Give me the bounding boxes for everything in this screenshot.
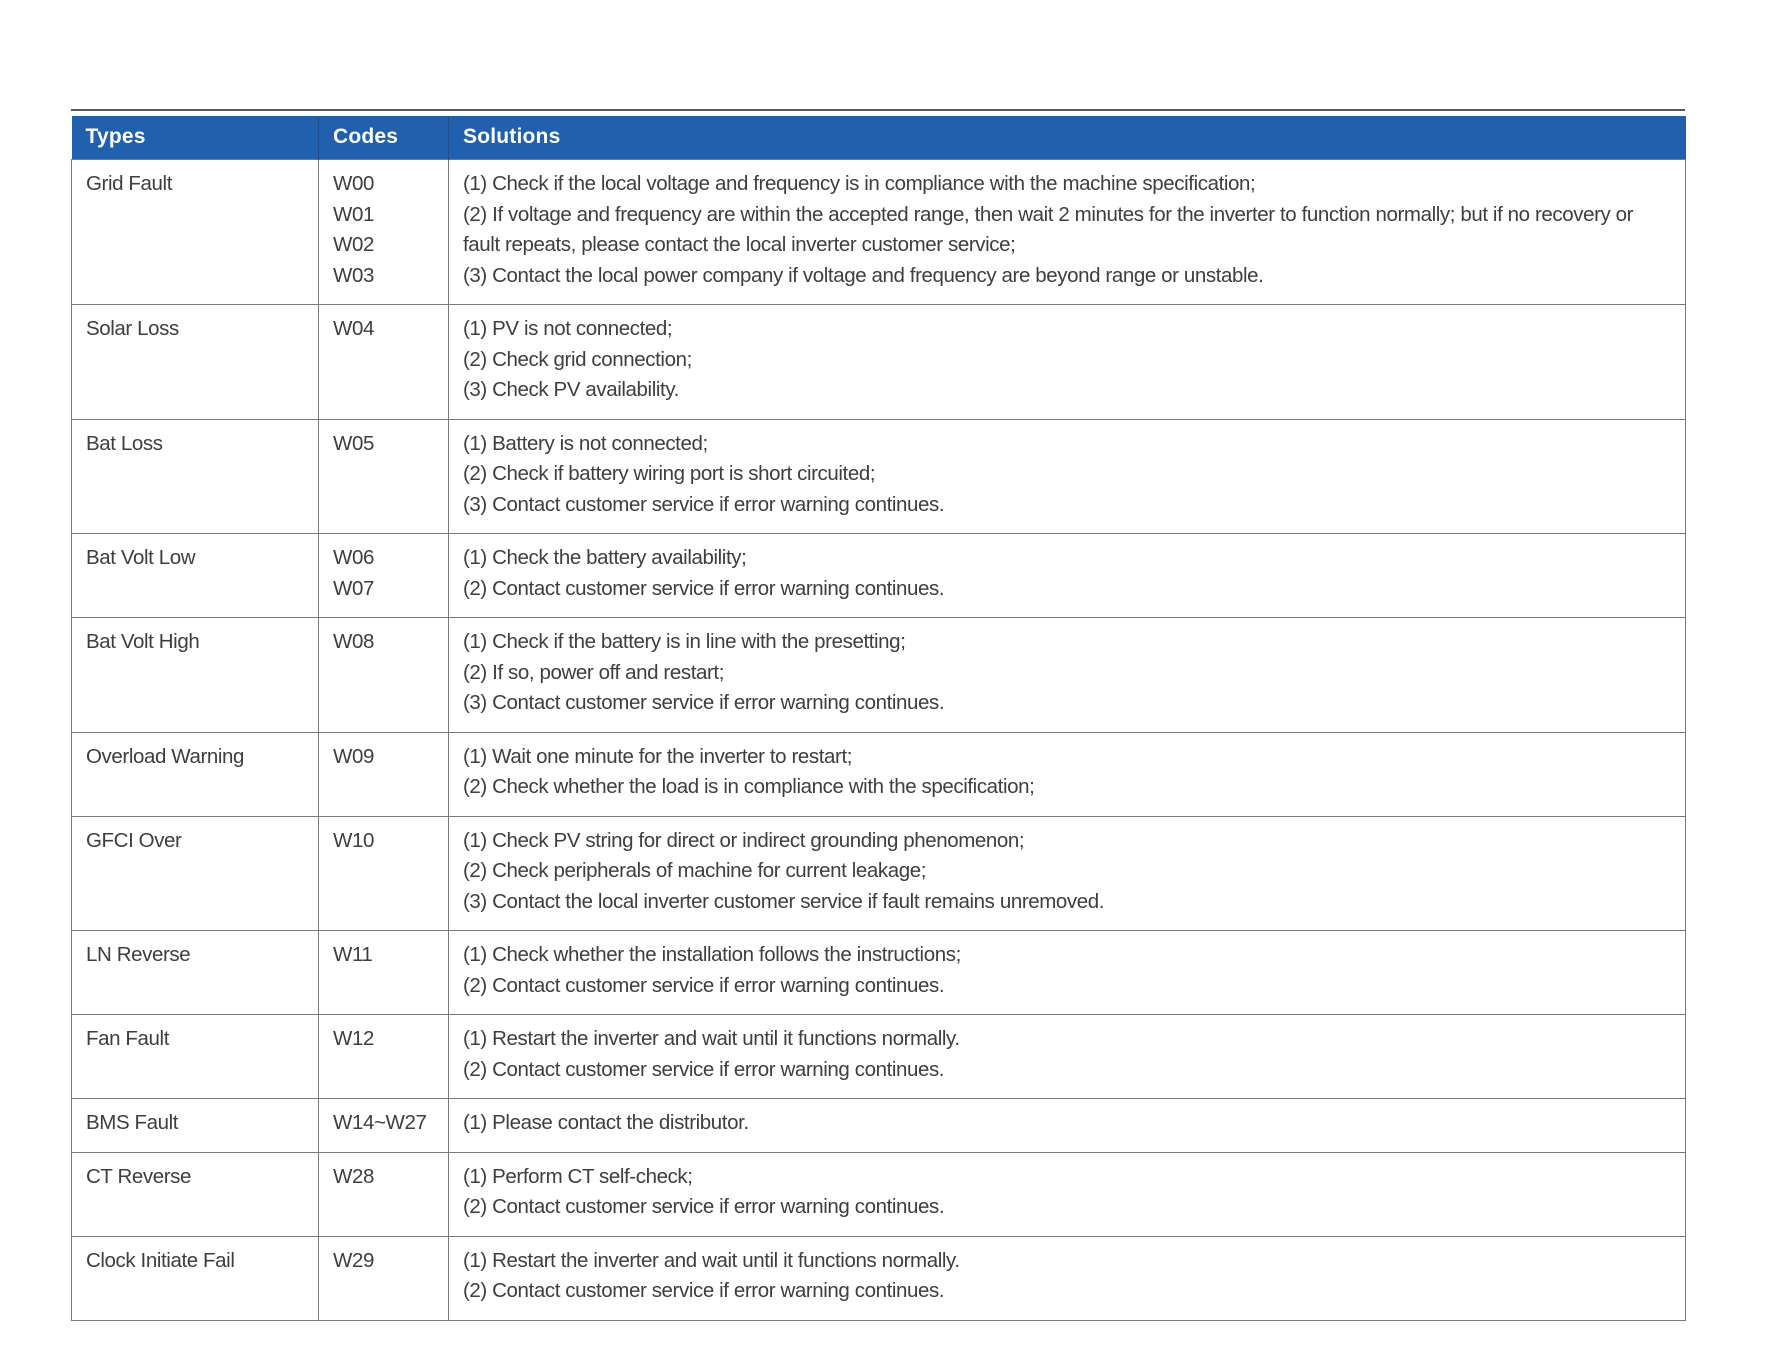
solution-line: (2) Contact customer service if error warning continues. xyxy=(463,576,945,600)
code-line: W09 xyxy=(333,744,374,768)
solution-line: (1) PV is not connected; xyxy=(463,317,673,340)
solution-line: (1) Check PV string for direct or indirect grounding phenomenon; xyxy=(463,828,1025,852)
code-line: W00 xyxy=(333,172,374,195)
solution-line: (3) Contact customer service if error warning continues. xyxy=(463,691,945,714)
solution-line: (2) If voltage and frequency are within the accepted range, then wait 2 minutes for the inverter to function normally; but if no recovery or fault repeats, please contact the local inverter customer service; xyxy=(463,202,1634,256)
code-line: W07 xyxy=(333,576,374,600)
fault-solutions-cell xyxy=(449,1236,1686,1320)
solution-line: (2) Contact customer service if error warning continues. xyxy=(463,1195,945,1218)
fault-code-table-section xyxy=(71,109,1685,1321)
fault-solutions-cell xyxy=(449,305,1686,420)
solution-line: (1) Restart the inverter and wait until it functions normally. xyxy=(463,1027,960,1050)
solution-line: (1) Check the battery availability; xyxy=(463,546,747,569)
fault-type-cell: Bat Volt Low xyxy=(72,534,319,618)
fault-codes-cell xyxy=(319,1152,449,1236)
fault-type-cell: Bat Loss xyxy=(72,419,319,534)
fault-type-cell: LN Reverse xyxy=(72,931,319,1015)
code-line: W10 xyxy=(333,828,374,852)
solution-line: (2) Check whether the load is in compliance with the specification; xyxy=(463,775,1035,798)
solution-line: (2) Contact customer service if error warning continues. xyxy=(463,973,945,997)
fault-type-cell: Overload Warning xyxy=(72,732,319,816)
solution-line: (2) Check peripherals of machine for current leakage; xyxy=(463,859,927,882)
table-row xyxy=(72,419,1686,534)
column-header-solutions: Solutions xyxy=(449,116,1686,160)
table-row xyxy=(72,160,1686,305)
solution-line: (1) Check if the battery is in line with the presetting; xyxy=(463,630,906,653)
fault-codes-cell xyxy=(319,419,449,534)
fault-type-cell: Clock Initiate Fail xyxy=(72,1236,319,1320)
solution-line: (2) Contact customer service if error warning continues. xyxy=(463,1279,945,1302)
fault-codes-cell xyxy=(319,1099,449,1153)
table-header-row xyxy=(72,116,1686,160)
solution-line: (3) Check PV availability. xyxy=(463,378,679,401)
code-line: W05 xyxy=(333,431,374,455)
code-line: W04 xyxy=(333,317,374,340)
code-line: W06 xyxy=(333,546,374,569)
solution-line: (1) Please contact the distributor. xyxy=(463,1111,749,1134)
solution-line: (3) Contact customer service if error warning continues. xyxy=(463,492,945,516)
solution-line: (1) Wait one minute for the inverter to restart; xyxy=(463,744,853,768)
table-row xyxy=(72,618,1686,733)
fault-type-cell: BMS Fault xyxy=(72,1099,319,1153)
fault-codes-cell xyxy=(319,732,449,816)
solution-line: (2) Check grid connection; xyxy=(463,347,692,371)
table-top-rule xyxy=(71,109,1685,111)
table-row xyxy=(72,1236,1686,1320)
fault-codes-cell xyxy=(319,816,449,931)
fault-codes-cell xyxy=(319,1015,449,1099)
fault-codes-cell xyxy=(319,931,449,1015)
fault-codes-cell xyxy=(319,160,449,305)
code-line: W02 xyxy=(333,233,374,256)
solution-line: (2) Contact customer service if error warning continues. xyxy=(463,1057,945,1081)
fault-type-cell: CT Reverse xyxy=(72,1152,319,1236)
fault-type-cell: Solar Loss xyxy=(72,305,319,420)
table-row xyxy=(72,1099,1686,1153)
fault-solutions-cell xyxy=(449,1015,1686,1099)
solution-line: (3) Contact the local inverter customer service if fault remains unremoved. xyxy=(463,889,1105,913)
solution-line: (1) Check whether the installation follows the instructions; xyxy=(463,943,961,966)
fault-solutions-cell xyxy=(449,931,1686,1015)
fault-solutions-cell xyxy=(449,534,1686,618)
column-header-codes: Codes xyxy=(319,116,449,160)
fault-solutions-cell xyxy=(449,732,1686,816)
fault-type-cell: Fan Fault xyxy=(72,1015,319,1099)
fault-solutions-cell xyxy=(449,816,1686,931)
fault-solutions-cell xyxy=(449,160,1686,305)
code-line: W12 xyxy=(333,1027,374,1050)
code-line: W28 xyxy=(333,1164,374,1188)
fault-type-cell: GFCI Over xyxy=(72,816,319,931)
code-line: W29 xyxy=(333,1248,374,1272)
warning-codes-table xyxy=(71,116,1686,1321)
solution-line: (1) Perform CT self-check; xyxy=(463,1164,693,1188)
fault-type-cell: Grid Fault xyxy=(72,160,319,305)
code-line: W03 xyxy=(333,263,374,287)
solution-line: (3) Contact the local power company if voltage and frequency are beyond range or unstable. xyxy=(463,263,1264,287)
fault-solutions-cell xyxy=(449,419,1686,534)
code-line: W08 xyxy=(333,630,374,653)
solution-line: (1) Restart the inverter and wait until it functions normally. xyxy=(463,1248,960,1272)
solution-line: (2) Check if battery wiring port is short circuited; xyxy=(463,462,876,485)
table-row xyxy=(72,305,1686,420)
table-row xyxy=(72,1015,1686,1099)
table-row xyxy=(72,1152,1686,1236)
code-line: W01 xyxy=(333,202,374,226)
column-header-types: Types xyxy=(72,116,319,160)
table-row xyxy=(72,816,1686,931)
table-row xyxy=(72,732,1686,816)
fault-solutions-cell xyxy=(449,1152,1686,1236)
fault-codes-cell xyxy=(319,305,449,420)
fault-codes-cell xyxy=(319,1236,449,1320)
code-line: W11 xyxy=(333,943,373,966)
solution-line: (1) Battery is not connected; xyxy=(463,431,708,455)
fault-solutions-cell xyxy=(449,618,1686,733)
table-row xyxy=(72,931,1686,1015)
solution-line: (1) Check if the local voltage and frequency is in compliance with the machine specification; xyxy=(463,172,1256,195)
fault-type-cell: Bat Volt High xyxy=(72,618,319,733)
fault-codes-cell xyxy=(319,618,449,733)
fault-codes-cell xyxy=(319,534,449,618)
fault-solutions-cell xyxy=(449,1099,1686,1153)
table-row xyxy=(72,534,1686,618)
code-line: W14~W27 xyxy=(333,1111,427,1134)
solution-line: (2) If so, power off and restart; xyxy=(463,660,725,684)
